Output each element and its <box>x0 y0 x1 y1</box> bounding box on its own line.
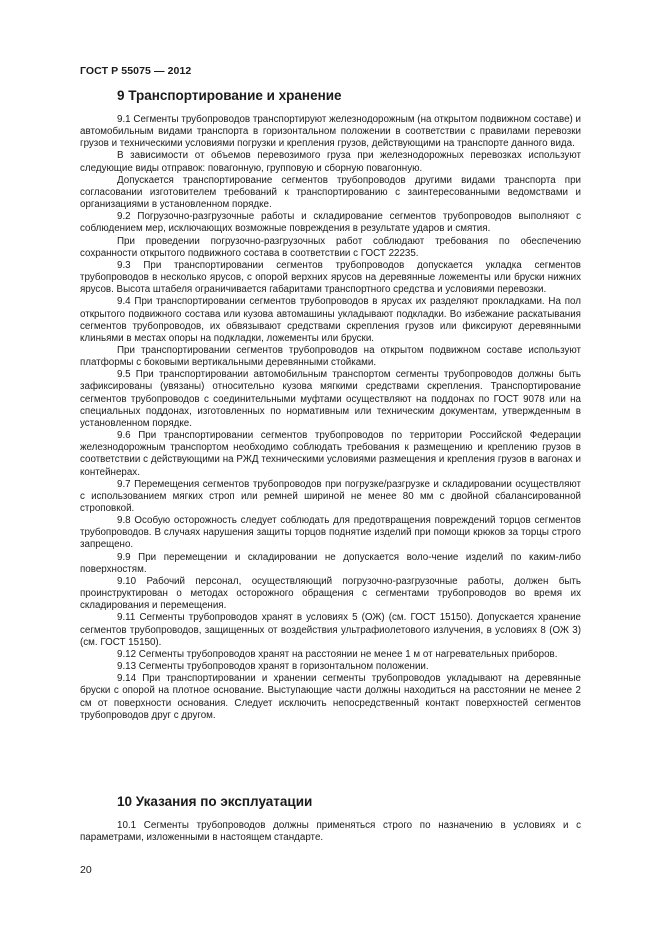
paragraph: 9.7 Перемещения сегментов трубопроводов при погрузке/разгрузке и складировании осуществляют с использованием мягких строп или ремней шириной не менее 80 мм с двойной сбалансированной строповкой. <box>80 478 581 514</box>
paragraph: 9.12 Сегменты трубопроводов хранят на расстоянии не менее 1 м от нагревательных приборов. <box>117 648 558 660</box>
paragraph: В зависимости от объемов перевозимого груза при железнодорожных перевозках используют следующие виды отправок: повагонную, групповую и сборную повагонную. <box>80 150 581 174</box>
paragraph: 9.3 При транспортировании сегментов трубопроводов допускается укладка сегментов трубопроводов в несколько ярусов, с опорой верхних ярусов на деревянные ложементы или бруски нижних ярусов. Высота штабеля ограничивается габаритами транспортного средства и условиями перевозки. <box>80 259 581 296</box>
section-9-title: 9 Транспортирование и хранение <box>117 88 342 103</box>
paragraph: 9.1 Сегменты трубопроводов транспортируют железнодорожным (на открытом подвижном составе) и автомобильным видами транспорта в горизонтальном положении в соответствии с правилами перевозки грузов и техническими условиями погрузки и крепления грузов, действующими на транспорте данного вида. <box>80 114 581 150</box>
paragraph: При транспортировании сегментов трубопроводов на открытом подвижном составе используют платформы с боковыми вертикальными деревянными стойками. <box>80 344 581 369</box>
section-10-body <box>80 820 581 844</box>
section-9-body <box>80 114 581 722</box>
paragraph: 10.1 Сегменты трубопроводов должны применяться строго по назначению в условиях и с параметрами, изложенными в настоящем стандарте. <box>80 820 581 844</box>
document-header: ГОСТ Р 55075 — 2012 <box>80 65 192 77</box>
paragraph: 9.13 Сегменты трубопроводов хранят в горизонтальном положении. <box>117 661 429 673</box>
paragraph: 9.6 При транспортировании сегментов трубопроводов по территории Российской Федерации железнодорожным транспортом необходимо соблюдать требования к размещению и креплению грузов в соответствии с действующими на РЖД техническими условиями размещения и крепления грузов в вагонах и контейнерах. <box>80 430 581 478</box>
paragraph: 9.2 Погрузочно-разгрузочные работы и складирование сегментов трубопроводов выполняют с соблюдением мер, исключающих возможные повреждения в результате ударов и смятия. <box>80 211 581 235</box>
paragraph: 9.10 Рабочий персонал, осуществляющий погрузочно-разгрузочные работы, должен быть проинструктирован о методах осторожного обращения с сегментами трубопроводов во время их складирования и перемещения. <box>80 575 581 612</box>
paragraph: 9.4 При транспортировании сегментов трубопроводов в ярусах их разделяют прокладками. На пол открытого подвижного состава или кузова автомашины укладывают подкладки. Во избежание раскатывания сегментов трубопроводов, их обвязывают средствами скрепления грузов или фиксируют деревянными клиньями в местах опоры на подкладки, ложементы или бруски. <box>80 296 581 344</box>
page-number: 20 <box>80 864 92 876</box>
paragraph: 9.14 При транспортировании и хранении сегменты трубопроводов укладывают на деревянные бруски с опорой на плотное основание. Выступающие части должны находиться на расстоянии не менее 2 см от поверхности основания. Следует исключить непосредственный контакт поверхностей сегментов трубопроводов друг с другом. <box>80 673 581 721</box>
section-10-title: 10 Указания по эксплуатации <box>117 794 313 809</box>
paragraph: При проведении погрузочно-разгрузочных работ соблюдают требования по обеспечению сохранности открытого подвижного состава в соответствии с ГОСТ 22235. <box>80 235 581 259</box>
paragraph: 9.9 При перемещении и складировании не допускается воло-чение изделий по каким-либо поверхностям. <box>80 551 581 575</box>
paragraph: 9.11 Сегменты трубопроводов хранят в условиях 5 (ОЖ) (см. ГОСТ 15150). Допускается хранение сегментов трубопроводов, защищенных от воздействия ультрафиолетового излучения, в условиях 8 (ОЖ 3) (см. ГОСТ 15150). <box>80 612 581 648</box>
paragraph: Допускается транспортирование сегментов трубопроводов другими видами транспорта при согласовании изготовителем требований к транспортированию с заинтересованными ведомствами и организациями в установленном порядке. <box>80 174 581 211</box>
paragraph: 9.8 Особую осторожность следует соблюдать для предотвращения повреждений торцов сегментов трубопроводов. В случаях нарушения защиты торцов поднятие изделий при помощи крюков за торцы строго запрещено. <box>80 515 581 551</box>
paragraph: 9.5 При транспортировании автомобильным транспортом сегменты трубопроводов должны быть зафиксированы (увязаны) относительно кузова мягкими средствами скрепления. Транспортирование сегментов трубопроводов с соединительными муфтами осуществляют на поддонах по ГОСТ 9078 или на специальных поддонах, изготовленных по нормативным или техническим документам, утвержденным в установленном порядке. <box>80 369 581 429</box>
